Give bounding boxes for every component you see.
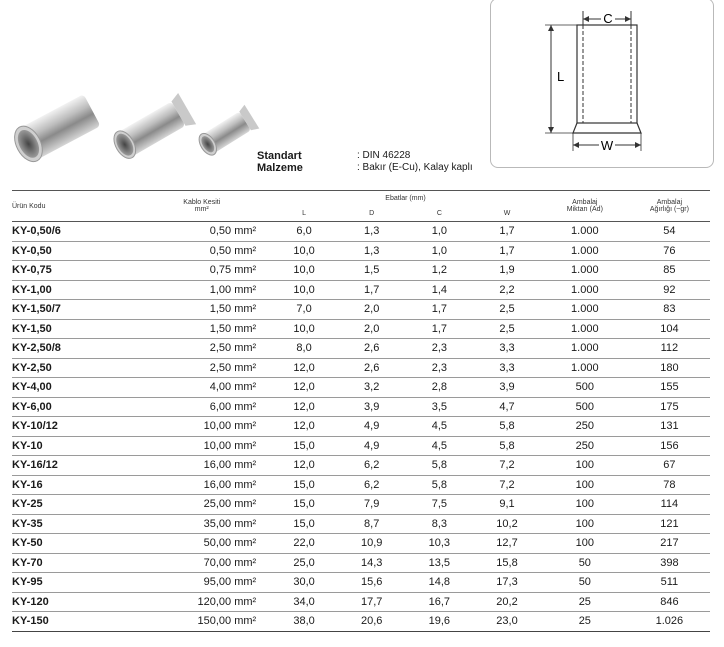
cell-weight: 846 [629,592,710,612]
cell-w: 5,8 [473,417,541,437]
cell-w: 3,9 [473,378,541,398]
cell-d: 4,9 [338,417,406,437]
cell-weight: 1.026 [629,612,710,632]
cell-d: 2,0 [338,319,406,339]
cell-d: 1,3 [338,222,406,242]
cell-d: 17,7 [338,592,406,612]
cell-d: 3,9 [338,397,406,417]
product-table [12,190,710,632]
cell-l: 12,0 [270,417,338,437]
cell-w: 23,0 [473,612,541,632]
cell-weight: 83 [629,300,710,320]
cell-code: KY-0,50 [12,241,147,261]
cell-l: 15,0 [270,514,338,534]
cell-weight: 92 [629,280,710,300]
cell-d: 3,2 [338,378,406,398]
table-row [12,222,710,242]
cell-weight: 114 [629,495,710,515]
cell-code: KY-10 [12,436,147,456]
cell-w: 17,3 [473,573,541,593]
cell-pack-qty: 50 [541,553,629,573]
standard-value: : DIN 46228 [357,150,411,161]
table-row [12,261,710,281]
cell-l: 22,0 [270,534,338,554]
cell-weight: 78 [629,475,710,495]
cell-code: KY-1,50/7 [12,300,147,320]
ferrule-small [194,105,259,160]
cell-l: 10,0 [270,280,338,300]
cell-d: 7,9 [338,495,406,515]
cell-pack-qty: 100 [541,475,629,495]
cell-code: KY-2,50/8 [12,339,147,359]
table-row [12,378,710,398]
cell-code: KY-120 [12,592,147,612]
cell-section: 1,50 mm² [147,300,270,320]
cell-w: 4,7 [473,397,541,417]
table-row [12,573,710,593]
cell-pack-qty: 25 [541,592,629,612]
table-row [12,319,710,339]
cell-w: 2,5 [473,300,541,320]
cell-section: 25,00 mm² [147,495,270,515]
cell-l: 12,0 [270,397,338,417]
cell-w: 2,5 [473,319,541,339]
label-l: L [557,69,565,84]
cell-l: 6,0 [270,222,338,242]
dimension-diagram [491,0,713,167]
cell-pack-qty: 250 [541,436,629,456]
table-row [12,300,710,320]
cell-d: 4,9 [338,436,406,456]
cell-section: 0,50 mm² [147,222,270,242]
cell-c: 1,0 [406,222,474,242]
cell-l: 15,0 [270,475,338,495]
cell-d: 10,9 [338,534,406,554]
cell-l: 25,0 [270,553,338,573]
cell-c: 7,5 [406,495,474,515]
header-weight-line2: Ağırlığı (~gr) [649,206,689,213]
cell-d: 2,6 [338,358,406,378]
header-weight [629,191,710,222]
table-header [12,191,710,222]
table-row [12,397,710,417]
header-l: L [302,209,306,217]
cell-l: 10,0 [270,241,338,261]
cell-section: 0,50 mm² [147,241,270,261]
cell-code: KY-16 [12,475,147,495]
cell-w: 7,2 [473,475,541,495]
cell-l: 10,0 [270,261,338,281]
cell-weight: 398 [629,553,710,573]
header-section-label: Kablo Kesiti [183,199,221,206]
cell-c: 19,6 [406,612,474,632]
cell-l: 34,0 [270,592,338,612]
table-row [12,534,710,554]
label-w: W [600,138,614,153]
cell-w: 3,3 [473,358,541,378]
cell-d: 8,7 [338,514,406,534]
cell-weight: 85 [629,261,710,281]
cell-code: KY-6,00 [12,397,147,417]
cell-section: 150,00 mm² [147,612,270,632]
cell-code: KY-35 [12,514,147,534]
cell-d: 1,3 [338,241,406,261]
cell-c: 13,5 [406,553,474,573]
cell-code: KY-10/12 [12,417,147,437]
cell-section: 10,00 mm² [147,417,270,437]
cell-pack-qty: 250 [541,417,629,437]
cell-weight: 156 [629,436,710,456]
cell-c: 1,7 [406,300,474,320]
cell-code: KY-95 [12,573,147,593]
cell-code: KY-2,50 [12,358,147,378]
cell-w: 2,2 [473,280,541,300]
cell-w: 5,8 [473,436,541,456]
cell-code: KY-1,00 [12,280,147,300]
cell-d: 6,2 [338,475,406,495]
cell-l: 7,0 [270,300,338,320]
cell-d: 20,6 [338,612,406,632]
cell-section: 1,50 mm² [147,319,270,339]
cell-l: 15,0 [270,436,338,456]
standard-label: Standart [257,150,302,162]
cell-c: 2,8 [406,378,474,398]
cell-w: 1,7 [473,222,541,242]
cell-pack-qty: 100 [541,534,629,554]
table-row [12,475,710,495]
cell-d: 15,6 [338,573,406,593]
table-row [12,592,710,612]
cell-c: 14,8 [406,573,474,593]
label-c: C [603,11,613,26]
cell-section: 6,00 mm² [147,397,270,417]
cell-w: 3,3 [473,339,541,359]
cell-c: 3,5 [406,397,474,417]
cell-weight: 104 [629,319,710,339]
cell-weight: 54 [629,222,710,242]
cell-code: KY-70 [12,553,147,573]
material-label: Malzeme [257,162,303,174]
cell-pack-qty: 1.000 [541,319,629,339]
cell-c: 1,0 [406,241,474,261]
cell-weight: 175 [629,397,710,417]
cell-section: 16,00 mm² [147,475,270,495]
cell-c: 4,5 [406,417,474,437]
header-code: Ürün Kodu [12,202,46,210]
cell-d: 1,7 [338,280,406,300]
cell-pack-qty: 25 [541,612,629,632]
ferrule-medium [108,93,196,165]
cell-code: KY-50 [12,534,147,554]
cell-weight: 511 [629,573,710,593]
header-c: C [436,209,442,217]
cell-section: 16,00 mm² [147,456,270,476]
cell-c: 1,7 [406,319,474,339]
cell-l: 12,0 [270,456,338,476]
cell-pack-qty: 100 [541,514,629,534]
table-row [12,495,710,515]
cell-c: 2,3 [406,339,474,359]
cell-c: 1,2 [406,261,474,281]
ferrule-images [0,90,260,190]
table-row [12,514,710,534]
cell-pack-qty: 1.000 [541,339,629,359]
cell-l: 10,0 [270,319,338,339]
table-row [12,241,710,261]
cell-section: 50,00 mm² [147,534,270,554]
cell-c: 8,3 [406,514,474,534]
cell-w: 12,7 [473,534,541,554]
cell-w: 1,9 [473,261,541,281]
cell-c: 1,4 [406,280,474,300]
cell-l: 15,0 [270,495,338,515]
cell-weight: 112 [629,339,710,359]
header-section-unit: mm² [194,206,209,213]
cell-section: 1,00 mm² [147,280,270,300]
header-weight-line1: Ambalaj [656,199,683,206]
cell-weight: 180 [629,358,710,378]
table-row [12,456,710,476]
cell-code: KY-150 [12,612,147,632]
cell-weight: 121 [629,514,710,534]
cell-w: 20,2 [473,592,541,612]
header-dimensions: Ebatlar (mm) [385,194,426,202]
header-d: D [369,209,375,217]
table-row [12,358,710,378]
cell-section: 0,75 mm² [147,261,270,281]
table-row [12,339,710,359]
cell-c: 5,8 [406,475,474,495]
cell-pack-qty: 500 [541,397,629,417]
dimension-drawing [490,0,714,168]
cell-pack-qty: 500 [541,378,629,398]
cell-c: 10,3 [406,534,474,554]
cell-code: KY-16/12 [12,456,147,476]
cell-code: KY-0,75 [12,261,147,281]
cell-section: 120,00 mm² [147,592,270,612]
cell-pack-qty: 1.000 [541,261,629,281]
cell-l: 12,0 [270,358,338,378]
cell-l: 8,0 [270,339,338,359]
cell-section: 70,00 mm² [147,553,270,573]
cell-pack-qty: 100 [541,456,629,476]
cell-weight: 67 [629,456,710,476]
cell-w: 7,2 [473,456,541,476]
cell-section: 10,00 mm² [147,436,270,456]
cell-w: 9,1 [473,495,541,515]
product-illustration [0,90,260,190]
cell-weight: 217 [629,534,710,554]
cell-code: KY-1,50 [12,319,147,339]
cell-l: 38,0 [270,612,338,632]
material-value: : Bakır (E-Cu), Kalay kaplı [357,162,473,173]
cell-pack-qty: 1.000 [541,358,629,378]
cell-weight: 76 [629,241,710,261]
cell-pack-qty: 1.000 [541,300,629,320]
header-pack-line1: Ambalaj [572,199,598,206]
cell-section: 2,50 mm² [147,358,270,378]
cell-d: 1,5 [338,261,406,281]
table-row [12,417,710,437]
cell-c: 5,8 [406,456,474,476]
cell-section: 4,00 mm² [147,378,270,398]
cell-c: 16,7 [406,592,474,612]
cell-weight: 155 [629,378,710,398]
table-row [12,280,710,300]
cell-code: KY-4,00 [12,378,147,398]
table-row [12,436,710,456]
cell-d: 6,2 [338,456,406,476]
table-body [12,222,710,632]
ferrule-large [9,93,101,166]
cell-l: 30,0 [270,573,338,593]
cell-section: 35,00 mm² [147,514,270,534]
cell-pack-qty: 100 [541,495,629,515]
cell-w: 1,7 [473,241,541,261]
cell-d: 2,6 [338,339,406,359]
header-w: W [503,209,511,217]
cell-weight: 131 [629,417,710,437]
cell-l: 12,0 [270,378,338,398]
cell-pack-qty: 1.000 [541,222,629,242]
cell-pack-qty: 1.000 [541,241,629,261]
cell-c: 2,3 [406,358,474,378]
cell-section: 95,00 mm² [147,573,270,593]
cell-pack-qty: 50 [541,573,629,593]
cell-d: 14,3 [338,553,406,573]
cell-pack-qty: 1.000 [541,280,629,300]
cell-w: 10,2 [473,514,541,534]
cell-c: 4,5 [406,436,474,456]
cell-section: 2,50 mm² [147,339,270,359]
table-row [12,612,710,632]
cell-d: 2,0 [338,300,406,320]
header-pack-line2: Miktarı (Ad) [566,206,603,213]
cell-code: KY-0,50/6 [12,222,147,242]
header-section [147,191,270,222]
cell-w: 15,8 [473,553,541,573]
cell-code: KY-25 [12,495,147,515]
table-row [12,553,710,573]
header-pack [541,191,629,222]
